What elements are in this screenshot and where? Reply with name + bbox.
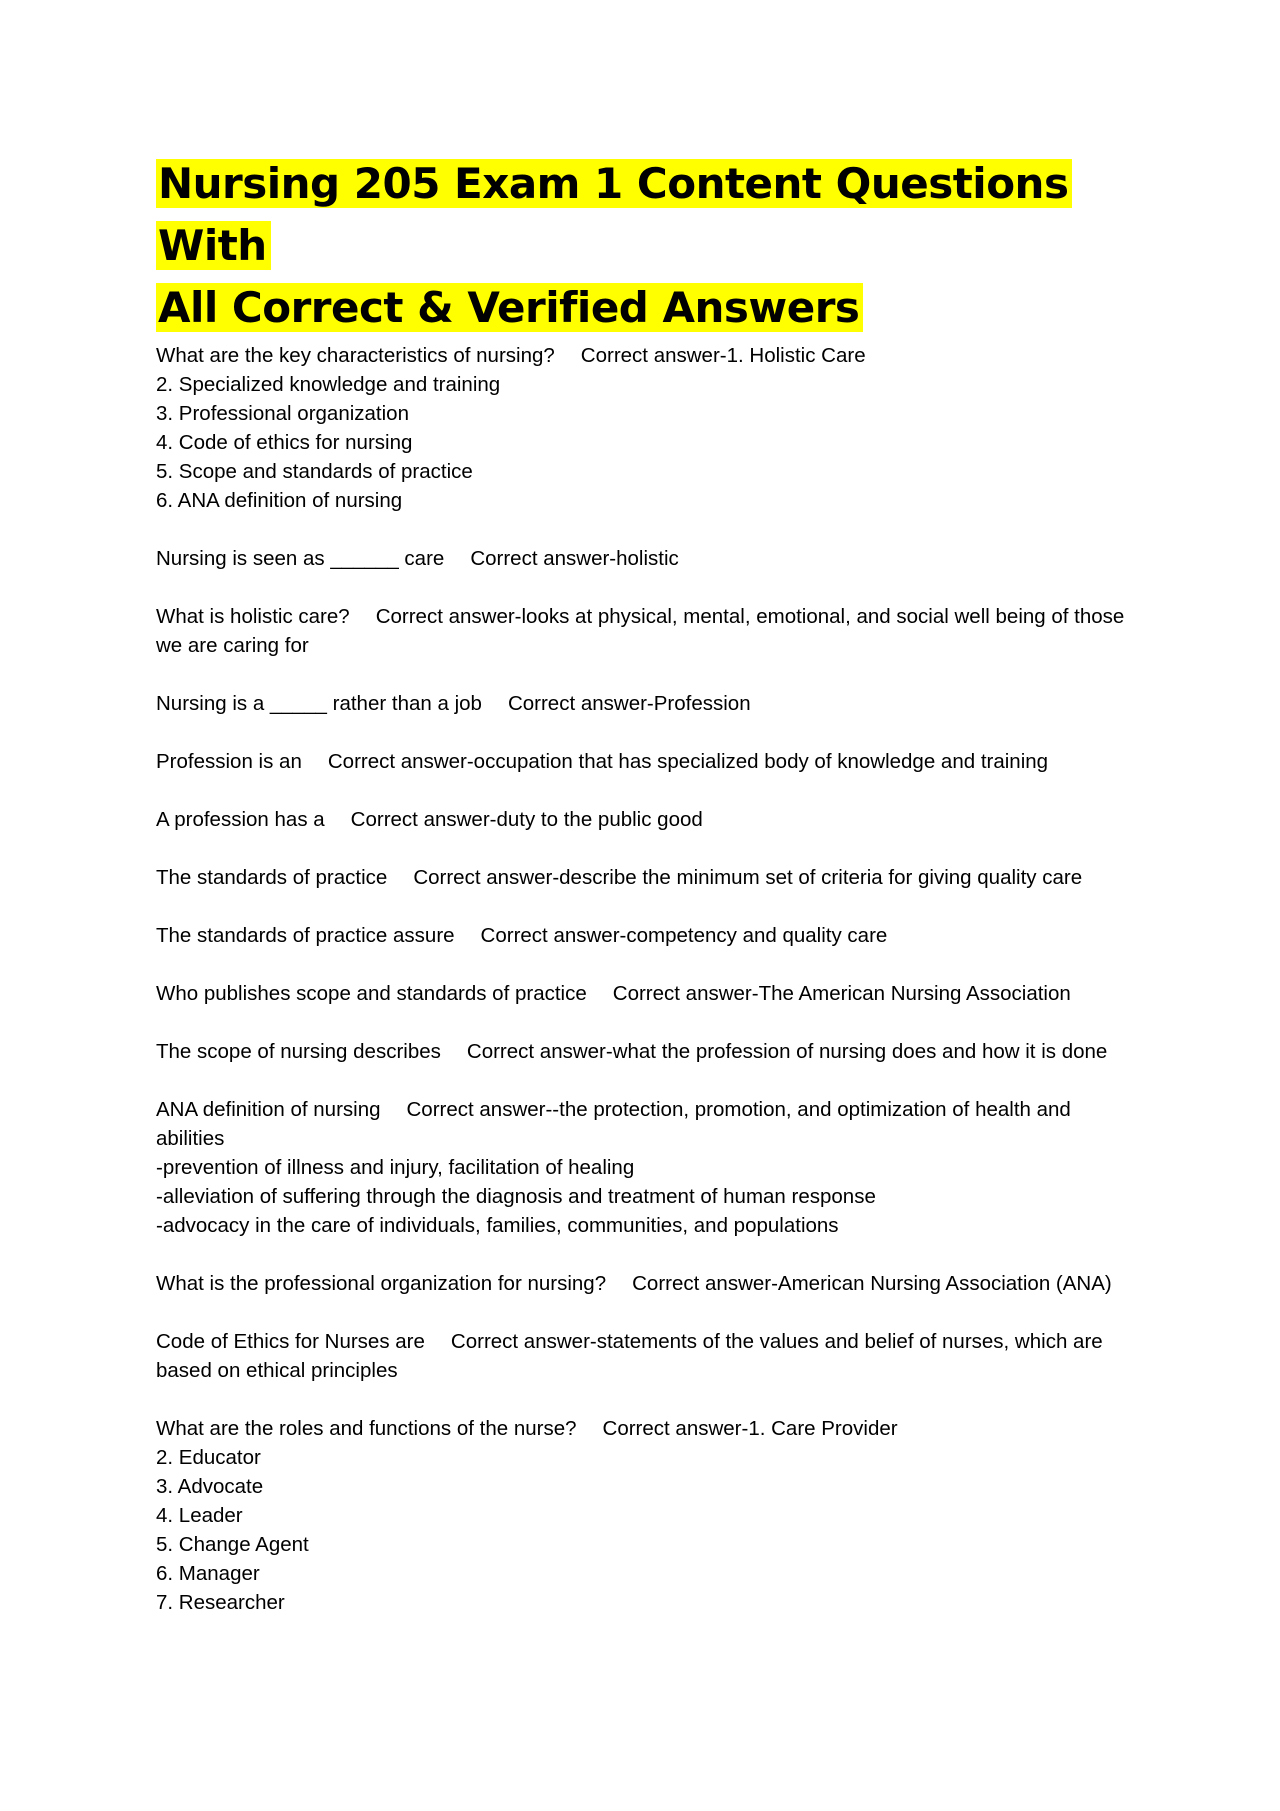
title-line-2: All Correct & Verified Answers bbox=[158, 283, 860, 332]
question-text: Code of Ethics for Nurses are bbox=[156, 1330, 425, 1353]
answer-text: Correct answer-holistic bbox=[470, 547, 679, 570]
answer-list-line: -alleviation of suffering through the diagnosis and treatment of human response bbox=[156, 1185, 876, 1208]
answer-text: Correct answer-duty to the public good bbox=[350, 808, 703, 831]
document-title bbox=[156, 153, 1136, 339]
answer-text: Correct answer-statements of the values and belief of nurses, which are based on ethical principles bbox=[156, 1330, 1103, 1382]
qa-item bbox=[156, 1037, 1136, 1066]
qa-item bbox=[156, 689, 1136, 718]
answer-list-line: 5. Change Agent bbox=[156, 1533, 309, 1556]
qa-item bbox=[156, 805, 1136, 834]
qa-item bbox=[156, 979, 1136, 1008]
question-text: ANA definition of nursing bbox=[156, 1098, 381, 1121]
qa-item bbox=[156, 747, 1136, 776]
qa-item bbox=[156, 544, 1136, 573]
question-text: The standards of practice bbox=[156, 866, 388, 889]
answer-text: Correct answer-describe the minimum set of criteria for giving quality care bbox=[413, 866, 1083, 889]
answer-list-line: 6. ANA definition of nursing bbox=[156, 489, 403, 512]
answer-text: Correct answer-1. Care Provider bbox=[602, 1417, 898, 1440]
qa-item bbox=[156, 1095, 1136, 1240]
answer-list-line: 3. Professional organization bbox=[156, 402, 409, 425]
answer-text: Correct answer-1. Holistic Care bbox=[580, 344, 866, 367]
document-body bbox=[156, 153, 1136, 1646]
answer-text: Correct answer-competency and quality care bbox=[480, 924, 888, 947]
qa-list bbox=[156, 341, 1136, 1617]
answer-text: Correct answer-The American Nursing Association bbox=[612, 982, 1071, 1005]
answer-text: Correct answer-looks at physical, mental, emotional, and social well being of those we are caring for bbox=[156, 605, 1125, 657]
answer-text: Correct answer-what the profession of nursing does and how it is done bbox=[466, 1040, 1108, 1063]
qa-item bbox=[156, 341, 1136, 515]
question-text: The standards of practice assure bbox=[156, 924, 455, 947]
answer-list-line: -advocacy in the care of individuals, families, communities, and populations bbox=[156, 1214, 839, 1237]
question-text: What is the professional organization for nursing? bbox=[156, 1272, 607, 1295]
answer-list-line: -prevention of illness and injury, facilitation of healing bbox=[156, 1156, 635, 1179]
question-text: A profession has a bbox=[156, 808, 325, 831]
answer-list-line: 7. Researcher bbox=[156, 1591, 285, 1614]
question-text: Profession is an bbox=[156, 750, 302, 773]
question-text: What are the roles and functions of the nurse? bbox=[156, 1417, 577, 1440]
question-text: What is holistic care? bbox=[156, 605, 350, 628]
question-text: What are the key characteristics of nursing? bbox=[156, 344, 555, 367]
question-text: Nursing is a _____ rather than a job bbox=[156, 692, 482, 715]
answer-list-line: 3. Advocate bbox=[156, 1475, 264, 1498]
question-text: Who publishes scope and standards of practice bbox=[156, 982, 587, 1005]
answer-list-line: 6. Manager bbox=[156, 1562, 260, 1585]
qa-item bbox=[156, 1327, 1136, 1385]
answer-list-line: 4. Leader bbox=[156, 1504, 243, 1527]
title-highlight bbox=[156, 159, 1072, 332]
answer-list-line: 4. Code of ethics for nursing bbox=[156, 431, 413, 454]
qa-item bbox=[156, 863, 1136, 892]
qa-item bbox=[156, 921, 1136, 950]
question-text: The scope of nursing describes bbox=[156, 1040, 441, 1063]
qa-item bbox=[156, 602, 1136, 660]
question-text: Nursing is seen as ______ care bbox=[156, 547, 445, 570]
answer-text: Correct answer-occupation that has specialized body of knowledge and training bbox=[327, 750, 1049, 773]
answer-list-line: 5. Scope and standards of practice bbox=[156, 460, 473, 483]
answer-list-line: 2. Educator bbox=[156, 1446, 261, 1469]
answer-text: Correct answer-Profession bbox=[507, 692, 751, 715]
answer-text: Correct answer-American Nursing Association (ANA) bbox=[632, 1272, 1112, 1295]
qa-item bbox=[156, 1269, 1136, 1298]
qa-item bbox=[156, 1414, 1136, 1617]
answer-text: Correct answer--the protection, promotion, and optimization of health and abilities bbox=[156, 1098, 1071, 1150]
title-line-1: Nursing 205 Exam 1 Content Questions With bbox=[158, 159, 1069, 270]
answer-list-line: 2. Specialized knowledge and training bbox=[156, 373, 501, 396]
